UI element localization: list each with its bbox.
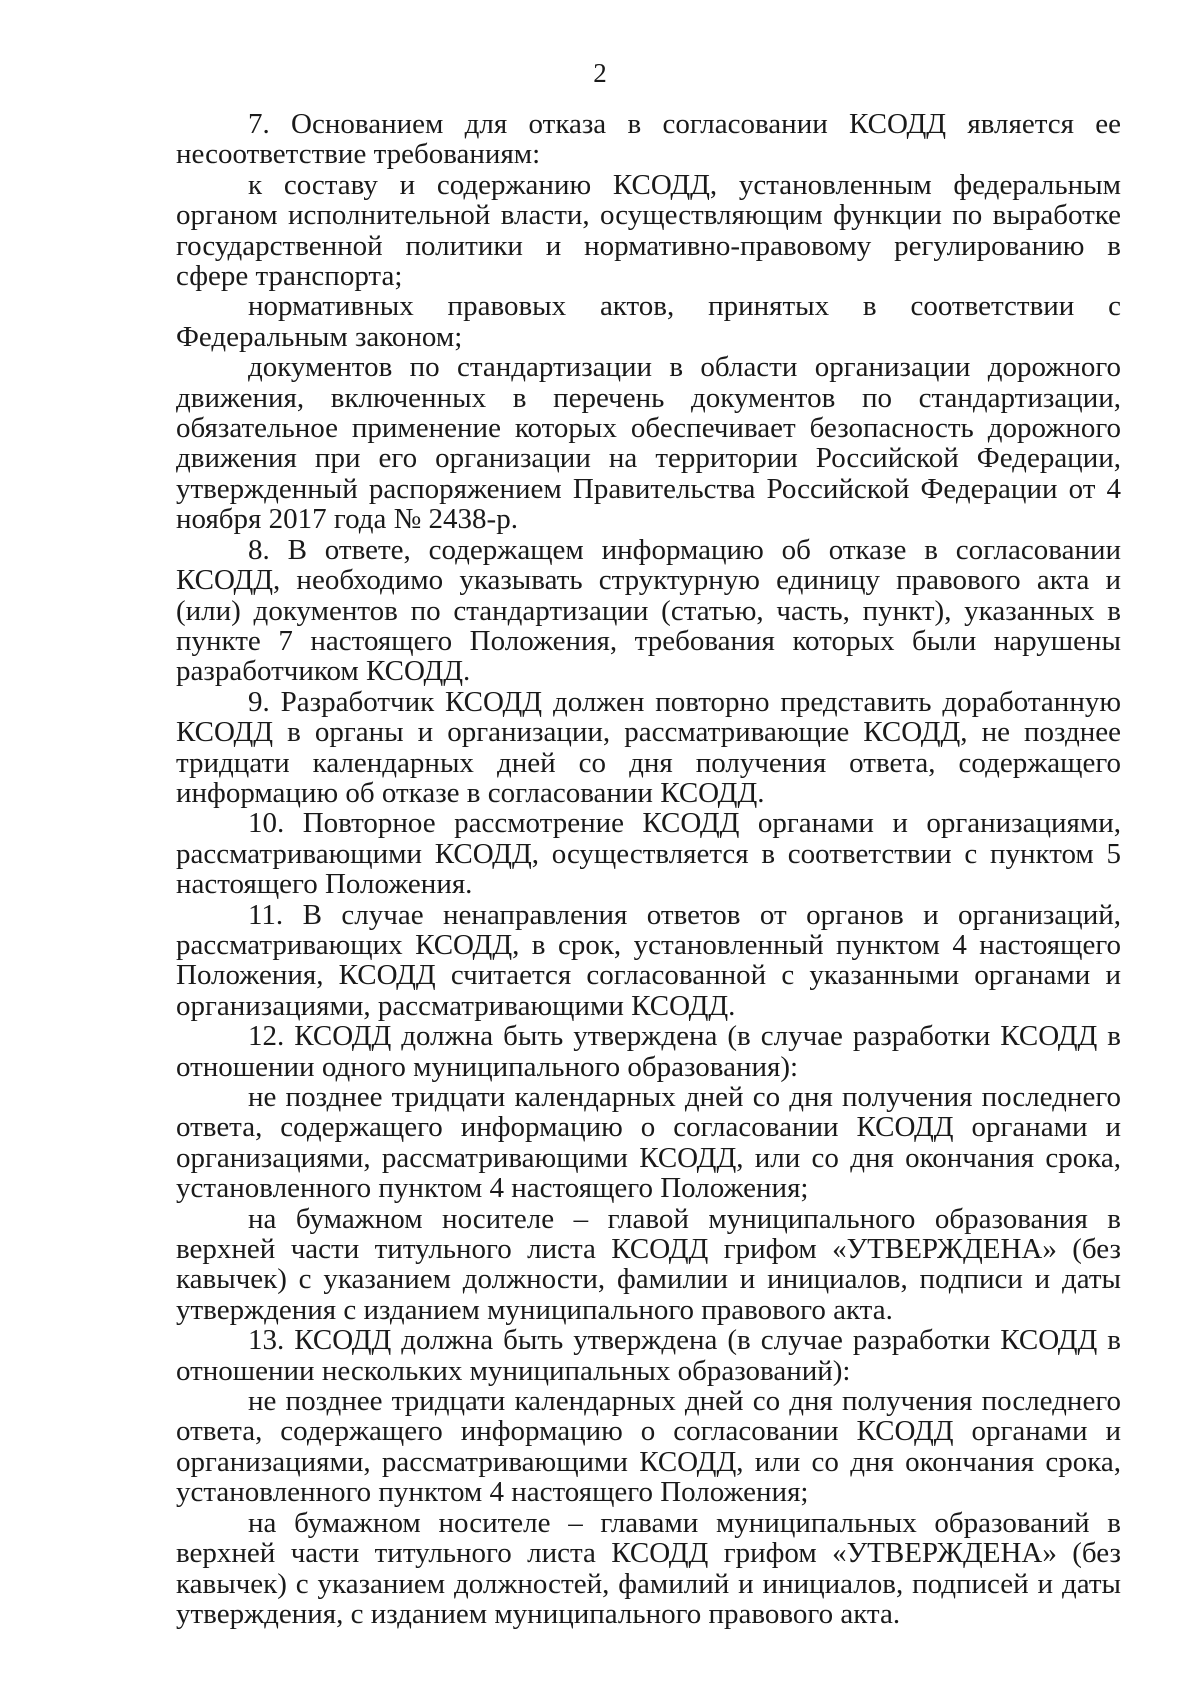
paragraph-7-intro: 7. Основанием для отказа в согласовании КСОДД является ее несоответствие требованиям: [176, 108, 1121, 171]
paragraph-13-item-deadline: не позднее тридцати календарных дней со дня получения последнего ответа, содержащего информацию о согласовании КСОДД органами и организациями, рассматривающими КСОДД, или со дня окончания срока, установленного пунктом 4 настоящего Положения; [176, 1385, 1121, 1509]
paragraph-13-item-paper: на бумажном носителе – главами муниципальных образований в верхней части титульного листа КСОДД грифом «УТВЕРЖДЕНА» (без кавычек) с указанием должностей, фамилий и инициалов, подписей и даты утверждения, с изданием муниципального правового акта. [176, 1506, 1121, 1630]
paragraph-12-intro: 12. КСОДД должна быть утверждена (в случае разработки КСОДД в отношении одного муниципального образования): [176, 1020, 1121, 1083]
paragraph-12-item-paper: на бумажном носителе – главой муниципального образования в верхней части титульного листа КСОДД грифом «УТВЕРЖДЕНА» (без кавычек) с указанием должности, фамилии и инициалов, подписи и даты утверждения с изданием муниципального правового акта. [176, 1202, 1121, 1326]
paragraph-7-item-legal-acts: нормативных правовых актов, принятых в соответствии с Федеральным законом; [176, 290, 1121, 353]
paragraph-9: 9. Разработчик КСОДД должен повторно представить доработанную КСОДД в органы и организации, рассматривающие КСОДД, не позднее тридцати календарных дней со дня получения ответа, содержащего информацию об отказе в согласовании КСОДД. [176, 685, 1121, 809]
paragraph-11: 11. В случае ненаправления ответов от органов и организаций, рассматривающих КСОДД, в срок, установленный пунктом 4 настоящего Положения, КСОДД считается согласованной с указанными органами и организациями, рассматривающими КСОДД. [176, 898, 1121, 1022]
paragraph-7-item-standards: документов по стандартизации в области организации дорожного движения, включенных в перечень документов по стандартизации, обязательное применение которых обеспечивает безопасность дорожного движения при его организации на территории Российской Федерации, утвержденный распоряжением Правительства Российской Федерации от 4 ноября 2017 года № 2438-р. [176, 351, 1121, 536]
paragraph-7-item-composition: к составу и содержанию КСОДД, установленным федеральным органом исполнительной власти, осуществляющим функции по выработке государственной политики и нормативно-правовому регулированию в сфере транспорта; [176, 168, 1121, 293]
paragraph-12-item-deadline: не позднее тридцати календарных дней со дня получения последнего ответа, содержащего информацию о согласовании КСОДД органами и организациями, рассматривающими КСОДД, или со дня окончания срока, установленного пунктом 4 настоящего Положения; [176, 1081, 1121, 1205]
paragraph-10: 10. Повторное рассмотрение КСОДД органами и организациями, рассматривающими КСОДД, осуществляется в соответствии с пунктом 5 настоящего Положения. [176, 807, 1121, 901]
paragraph-13-intro: 13. КСОДД должна быть утверждена (в случае разработки КСОДД в отношении нескольких муниципальных образований): [176, 1324, 1121, 1387]
document-body [176, 109, 1121, 1629]
paragraph-8: 8. В ответе, содержащем информацию об отказе в согласовании КСОДД, необходимо указывать структурную единицу правового акта и (или) документов по стандартизации (статью, часть, пункт), указанных в пункте 7 настоящего Положения, требования которых были нарушены разработчиком КСОДД. [176, 533, 1121, 688]
page-number: 2 [593, 58, 607, 88]
